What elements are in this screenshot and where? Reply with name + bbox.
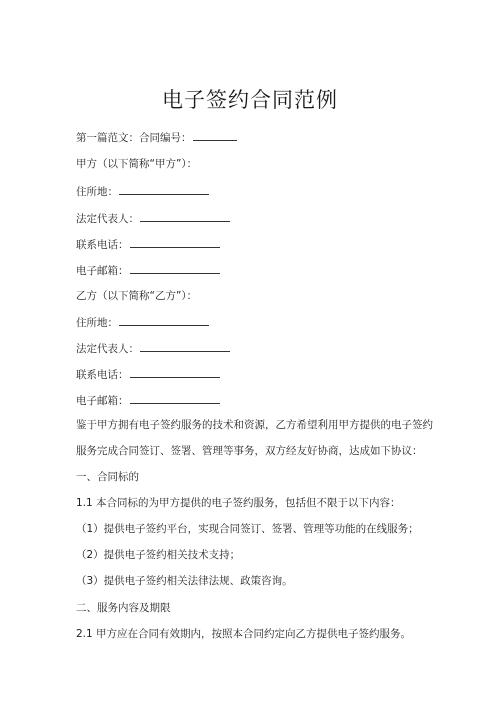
party-a-representative-line [76, 211, 230, 226]
party-a-phone-label: 联系电话： [76, 239, 129, 251]
party-b-representative-blank [140, 341, 230, 352]
party-a-address-blank [119, 184, 209, 195]
clause-2-1: 2.1 甲方应在合同有效期内，按照本合同约定向乙方提供电子签约服务。 [76, 628, 412, 640]
party-b-phone-line [76, 367, 220, 382]
document-title: 电子签约合同范例 [162, 88, 338, 112]
section-2-heading: 二、服务内容及期限 [76, 602, 171, 614]
party-b-representative-label: 法定代表人： [76, 343, 139, 355]
party-a-representative-blank [140, 211, 230, 222]
party-a-heading: 甲方（以下简称“甲方”）： [76, 158, 198, 170]
party-b-heading: 乙方（以下简称“乙方”）： [76, 290, 198, 302]
party-b-representative-line [76, 341, 230, 356]
clause-1-1-item-3: （3）提供电子签约相关法律法规、政策咨询。 [76, 575, 293, 587]
party-a-phone-blank [130, 237, 220, 248]
preamble-line-2: 服务完成合同签订、签署、管理等事务，双方经友好协商，达成如下协议： [76, 445, 423, 457]
party-b-address-label: 住所地： [76, 317, 118, 329]
section-1-heading: 一、合同标的 [76, 471, 139, 483]
party-a-email-label: 电子邮箱： [76, 265, 129, 277]
party-b-email-blank [130, 393, 220, 404]
party-a-address-line [76, 184, 209, 199]
party-a-email-line [76, 263, 220, 278]
clause-1-1-item-1: （1）提供电子签约平台，实现合同签订、签署、管理等功能的在线服务； [76, 523, 419, 535]
party-a-phone-line [76, 237, 220, 252]
party-b-address-blank [119, 315, 209, 326]
preamble-line-1: 鉴于甲方拥有电子签约服务的技术和资源，乙方希望利用甲方提供的电子签约 [76, 419, 433, 431]
contract-number-line [76, 130, 237, 145]
contract-number-blank [193, 130, 237, 141]
party-a-address-label: 住所地： [76, 186, 118, 198]
party-b-phone-blank [130, 367, 220, 378]
party-a-representative-label: 法定代表人： [76, 213, 139, 225]
party-b-address-line [76, 315, 209, 330]
party-b-email-label: 电子邮箱： [76, 395, 129, 407]
party-b-email-line [76, 393, 220, 408]
clause-1-1-item-2: （2）提供电子签约相关技术支持； [76, 549, 241, 561]
clause-1-1: 1.1 本合同标的为甲方提供的电子签约服务，包括但不限于以下内容： [76, 497, 401, 509]
contract-number-label: 第一篇范文：合同编号： [76, 132, 192, 144]
party-b-phone-label: 联系电话： [76, 369, 129, 381]
party-a-email-blank [130, 263, 220, 274]
